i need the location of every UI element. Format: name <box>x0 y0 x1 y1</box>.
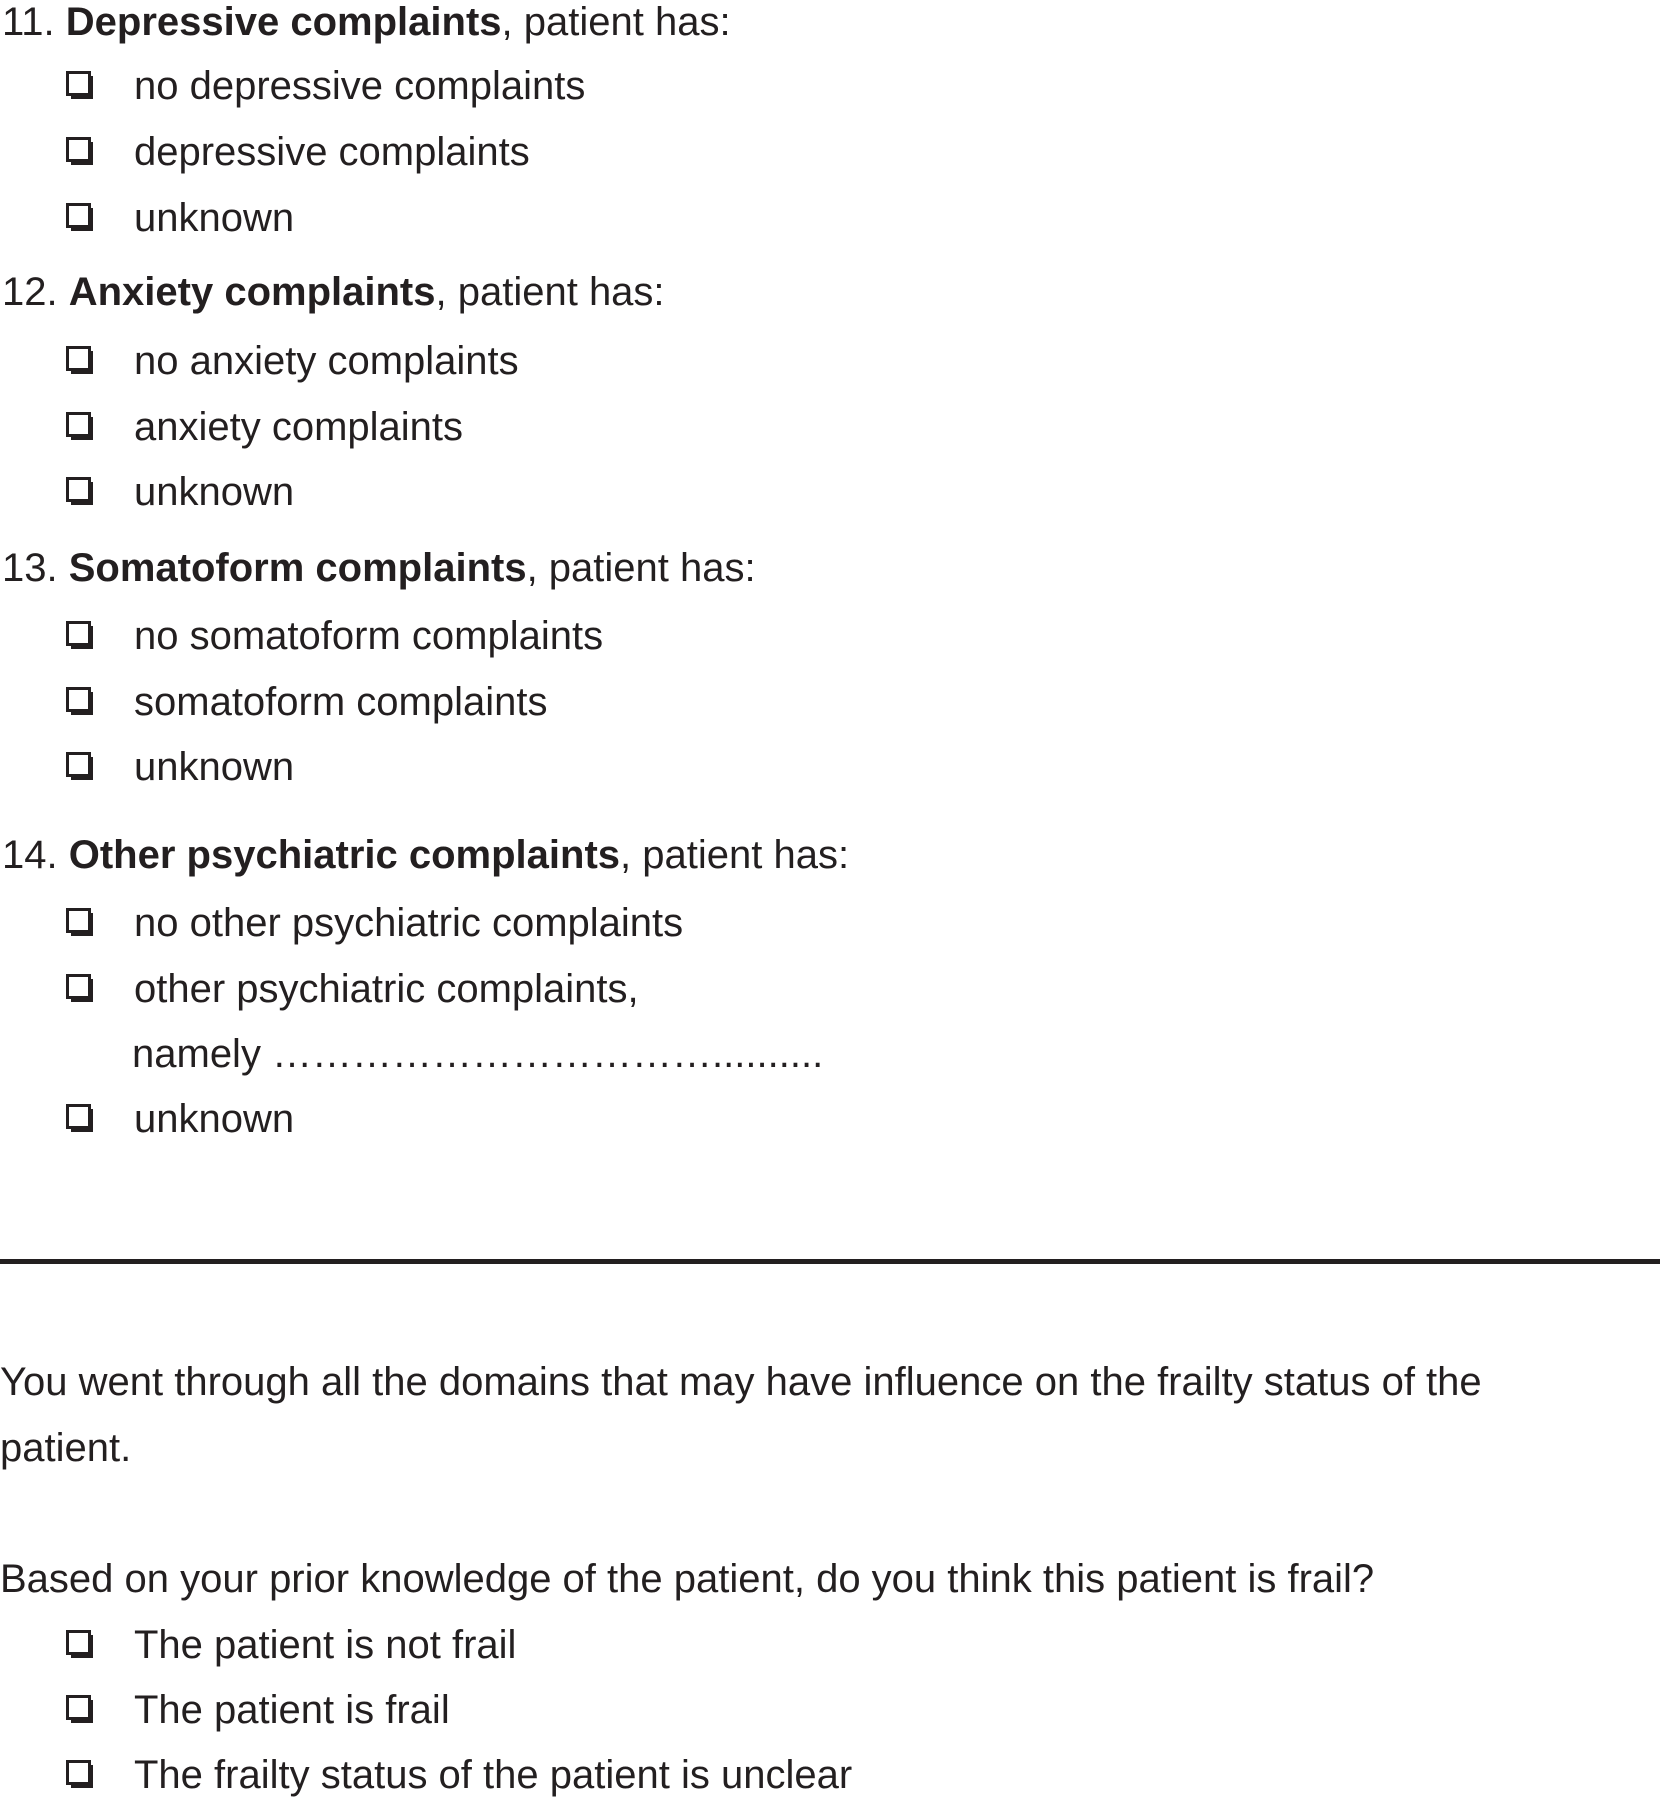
checkbox-icon[interactable] <box>66 1695 96 1725</box>
option-label: no anxiety complaints <box>134 339 519 383</box>
checkbox-icon[interactable] <box>66 974 96 1004</box>
question-heading: Other psychiatric complaints <box>68 833 621 877</box>
option-label: other psychiatric complaints, <box>134 967 639 1011</box>
namely-label: namely …………………………….......... <box>132 1032 824 1076</box>
question-number: 11. <box>2 0 55 44</box>
question-12-title <box>2 272 665 312</box>
option-label: unknown <box>134 470 295 514</box>
option-no-anxiety[interactable] <box>66 341 519 381</box>
question-number: 13. <box>2 546 58 590</box>
option-anxiety[interactable] <box>66 407 463 447</box>
option-frailty-unclear[interactable] <box>66 1755 852 1795</box>
question-heading: Anxiety complaints <box>68 270 436 314</box>
question-number: 12. <box>2 270 58 314</box>
frailty-question: Based on your prior knowledge of the patient, do you think this patient is frail? <box>0 1557 1375 1601</box>
option-other-psychiatric[interactable] <box>66 969 639 1009</box>
option-unknown-14[interactable] <box>66 1099 294 1139</box>
checkbox-icon[interactable] <box>66 477 96 507</box>
namely-fill-in-field[interactable] <box>132 1034 823 1074</box>
section-divider <box>0 1259 1660 1264</box>
question-number: 14. <box>2 833 58 877</box>
closing-text-line-2: patient. <box>0 1426 132 1470</box>
option-label: unknown <box>134 745 295 789</box>
checkbox-icon[interactable] <box>66 687 96 717</box>
option-no-other-psychiatric[interactable] <box>66 903 683 943</box>
closing-text-line-1: You went through all the domains that may have influence on the frailty status of the <box>0 1360 1482 1404</box>
question-suffix: , patient has: <box>620 833 850 877</box>
option-label: unknown <box>134 1097 295 1141</box>
option-label: no depressive complaints <box>134 64 586 108</box>
option-frail[interactable] <box>66 1690 450 1730</box>
checkbox-icon[interactable] <box>66 1104 96 1134</box>
question-suffix: , patient has: <box>435 270 665 314</box>
option-label: no somatoform complaints <box>134 614 604 658</box>
option-not-frail[interactable] <box>66 1625 516 1665</box>
question-heading: Somatoform complaints <box>68 546 527 590</box>
option-depressive[interactable] <box>66 132 530 172</box>
checkbox-icon[interactable] <box>66 1630 96 1660</box>
option-label: The frailty status of the patient is unclear <box>134 1753 853 1797</box>
checkbox-icon[interactable] <box>66 752 96 782</box>
checkbox-icon[interactable] <box>66 1760 96 1790</box>
checkbox-icon[interactable] <box>66 621 96 651</box>
option-label: unknown <box>134 196 295 240</box>
question-13-title <box>2 548 756 588</box>
option-unknown-12[interactable] <box>66 472 294 512</box>
option-somatoform[interactable] <box>66 682 547 722</box>
checkbox-icon[interactable] <box>66 412 96 442</box>
checkbox-icon[interactable] <box>66 71 96 101</box>
option-label: anxiety complaints <box>134 405 464 449</box>
option-no-depressive[interactable] <box>66 66 585 106</box>
question-heading: Depressive complaints <box>65 0 502 44</box>
question-14-title <box>2 835 849 875</box>
option-no-somatoform[interactable] <box>66 616 603 656</box>
question-suffix: , patient has: <box>501 0 731 44</box>
option-label: The patient is frail <box>134 1688 450 1732</box>
question-11-title <box>2 2 731 42</box>
option-label: depressive complaints <box>134 130 530 174</box>
checkbox-icon[interactable] <box>66 137 96 167</box>
checkbox-icon[interactable] <box>66 908 96 938</box>
option-label: somatoform complaints <box>134 680 548 724</box>
option-label: The patient is not frail <box>134 1623 517 1667</box>
checkbox-icon[interactable] <box>66 203 96 233</box>
checkbox-icon[interactable] <box>66 346 96 376</box>
option-unknown-13[interactable] <box>66 747 294 787</box>
question-suffix: , patient has: <box>526 546 756 590</box>
option-label: no other psychiatric complaints <box>134 901 684 945</box>
option-unknown-11[interactable] <box>66 198 294 238</box>
